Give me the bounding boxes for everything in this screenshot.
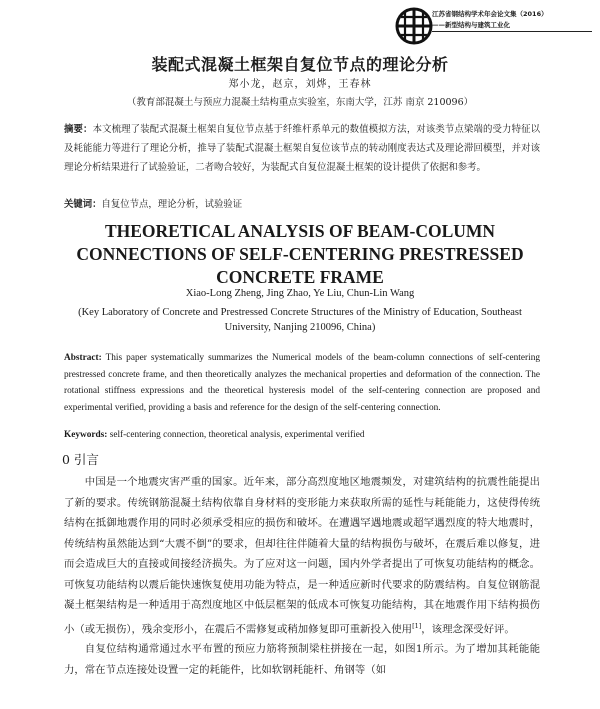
title-en-line-3: CONCRETE FRAME (216, 267, 384, 287)
intro-paragraph-2: 自复位结构通常通过水平布置的预应力筋将预制梁柱拼接在一起，如图1所示。为了增加其耗能能力，常在节点连接处设置一定的耗能件，比如软钢耗能杆、角钢等（如 (64, 643, 540, 676)
keywords-text-en: self-centering connection, theoretical analysis, experimental verified (107, 430, 365, 440)
authors-en: Xiao-Long Zheng, Jing Zhao, Ye Liu, Chun-Lin Wang (185, 288, 415, 299)
globe-grid-logo-icon (392, 4, 436, 48)
keywords-label-cn: 关键词： (64, 199, 102, 210)
paper-title-en (0, 220, 600, 289)
header-divider (432, 31, 592, 32)
title-en-line-2: CONNECTIONS OF SELF-CENTERING PRESTRESSED (76, 244, 524, 264)
paper-title-cn: 装配式混凝土框架自复位节点的理论分析 (151, 55, 449, 74)
intro-paragraph-1-text: 中国是一个地震灾害严重的国家。近年来，部分高烈度地区地震频发，对建筑结构的抗震性能提出了新的要求。传统钢筋混凝土结构依靠自身材料的变形能力来获取所需的延性与耗能能力，这使得传统结构在抵御地震作用的同时必须承受相应的损伤和破坏。在遭遇罕遇地震或超罕遇烈度的特大地震时，传统结构虽然能达到“大震不倒”的要求，但却往往伴随着大量的结构损伤与破坏，在震后难以修复，进而会造成巨大的直接或间接经济损失。为了应对这一问题，国内外学者提出了可恢复功能结构的概念。可恢复功能结构以震后能快速恢复使用功能为特点，是一种适应新时代要求的防震结构。自复位钢筋混凝土框架结构是一种适用于高烈度地区中低层框架的低成本可恢复功能结构，其在地震作用下结构损伤小（或无损伤），残余变形小，在震后不需修复或稍加修复即可重新投入使用 (64, 476, 540, 635)
abstract-text-cn: 本文梳理了装配式混凝土框架自复位节点基于纤维杆系单元的数值模拟方法，对该类节点梁端的受力特征以及耗能能力等进行了理论分析，推导了装配式混凝土框架自复位该节点的转动刚度表达式及理论滞回模型，并对该理论分析结果进行了试验验证，二者吻合较好，为装配式自复位混凝土框架的设计提供了依据和参考。 (64, 124, 540, 173)
affiliation-en-line-1: (Key Laboratory of Concrete and Prestressed Concrete Structures of the Ministry of Education, Southeast (78, 307, 522, 318)
keywords-text-cn: 自复位节点，理论分析，试验验证 (101, 199, 243, 210)
keywords-en (64, 430, 540, 440)
intro-paragraph-1 (64, 472, 540, 639)
affiliation-en-line-2: University, Nanjing 210096, China) (224, 322, 376, 333)
keywords-cn (64, 196, 540, 210)
abstract-en (64, 350, 540, 416)
intro-paragraph-1-end: ，该理念深受好评。 (421, 622, 515, 635)
citation-ref: [1] (412, 621, 422, 630)
abstract-text-en: This paper systematically summarizes the Numerical models of the beam-column connections of self-centering prestressed concrete frame, and then theoretically analyzes the mechanical properties and deformation of the connection. The rotational stiffness expressions and the theoretical hysteresis model of the self-centering connection are proposed and experimental verified, providing a basis and reference for the design of the self-centering connection. (64, 353, 540, 413)
conference-name: 江苏省钢结构学术年会论文集（2016） (432, 10, 548, 18)
affiliation-en (0, 305, 600, 335)
conference-subtitle: ——新型结构与建筑工业化 (432, 21, 510, 29)
keywords-label-en: Keywords: (64, 430, 108, 440)
abstract-label-en: Abstract: (64, 353, 102, 363)
abstract-label-cn: 摘要： (64, 124, 93, 135)
abstract-cn (64, 120, 540, 177)
title-en-line-1: THEORETICAL ANALYSIS OF BEAM-COLUMN (104, 221, 496, 241)
authors-cn: 郑小龙，赵京，刘烨，王春林 (228, 79, 372, 90)
affiliation-cn: （教育部混凝土与预应力混凝土结构重点实验室，东南大学，江苏 南京 210096） (126, 97, 474, 108)
section-heading-intro: 0 引言 (62, 452, 99, 467)
intro-body (64, 472, 540, 680)
